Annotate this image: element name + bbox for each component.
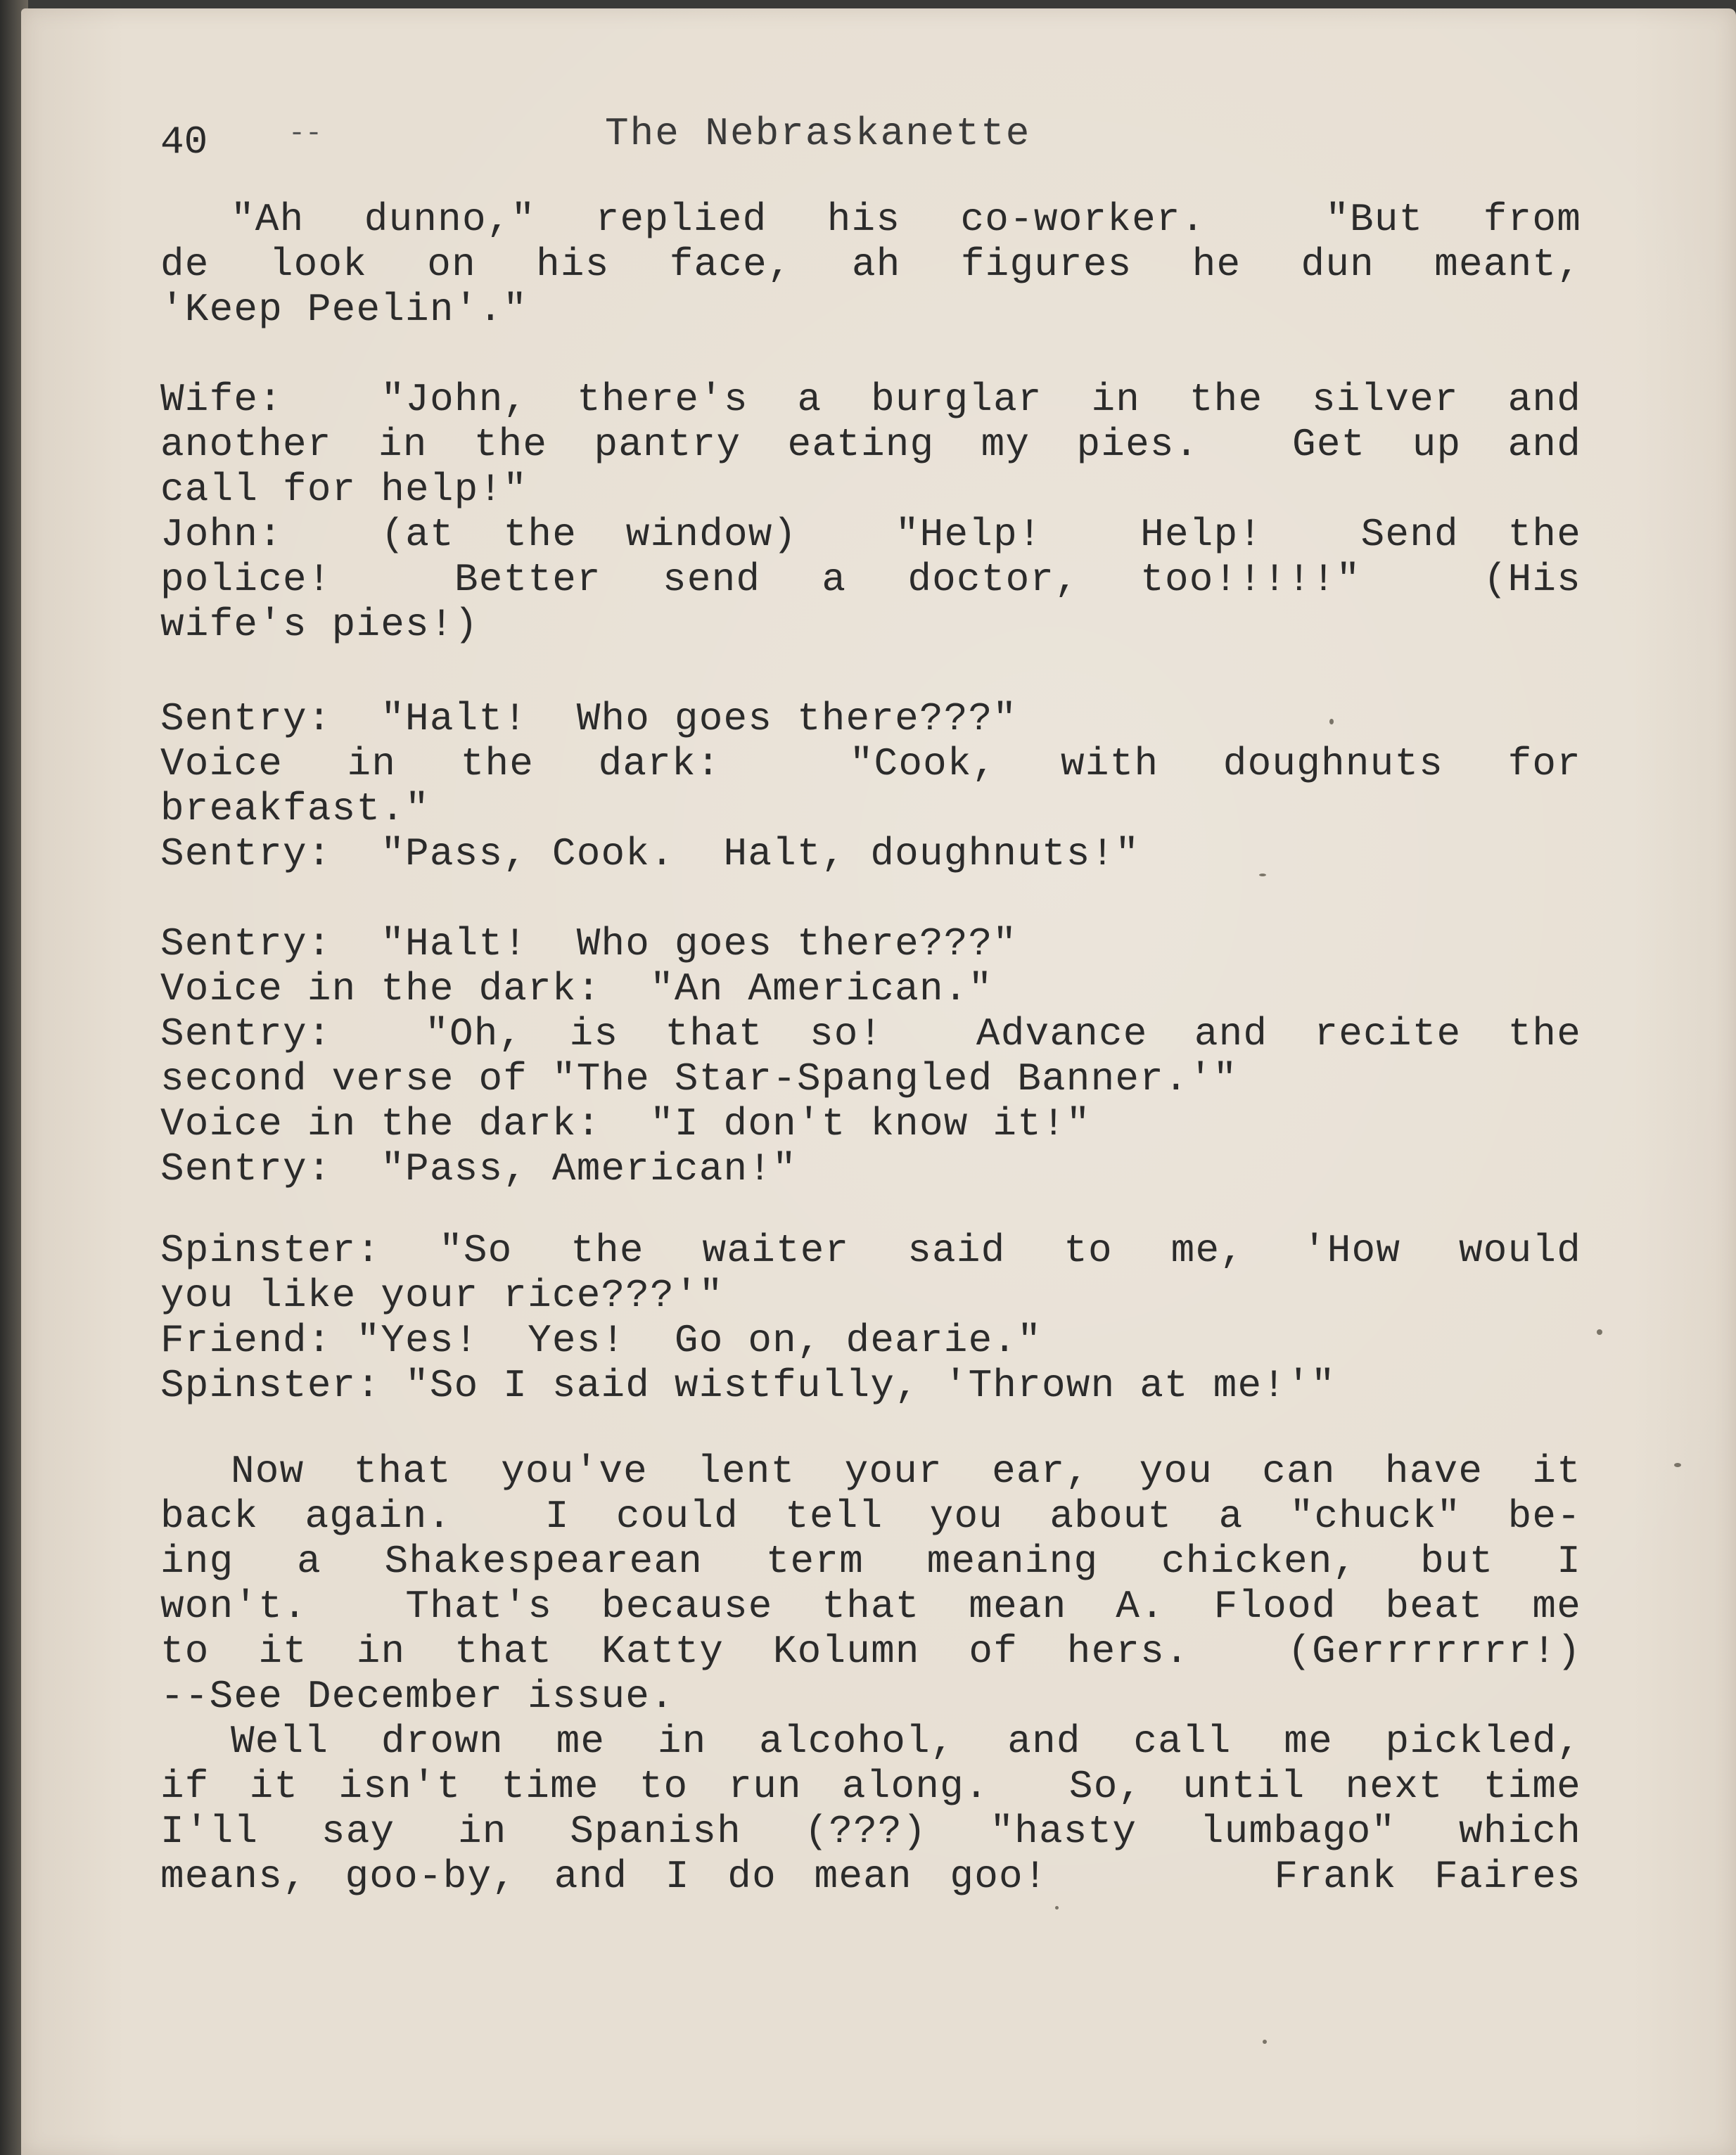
text-line-signature: means, goo-by, and I do mean goo! Frank Faires [160,1854,1581,1899]
text-line: Spinster: "So I said wistfully, 'Thrown at me!'" [160,1363,1336,1408]
text-line: police! Better send a doctor, too!!!!!" (His [160,557,1581,602]
paragraph-ah-dunno [160,197,1581,332]
text-line: Well drown me in alcohol, and call me pickled, [231,1719,1581,1764]
joke-sentry-doughnuts [160,696,1581,876]
text-line: Voice in the dark: "I don't know it!" [160,1101,1091,1146]
joke-sentry-american [160,921,1581,1191]
paper-speck [1329,719,1334,724]
joke-burglar [160,377,1581,647]
text-line: ing a Shakespearean term meaning chicken, but I [160,1539,1581,1584]
header-dash: -- [288,118,323,150]
text-line: another in the pantry eating my pies. Get up and [160,422,1581,467]
text-line: you like your rice???'" [160,1273,724,1318]
paper-speck [1597,1329,1602,1335]
text-line: Sentry: "Oh, is that so! Advance and recite the [160,1011,1581,1056]
text-line: Spinster: "So the waiter said to me, 'How would [160,1228,1581,1273]
text-line: to it in that Katty Kolumn of hers. (Gerrrrrrr!) [160,1629,1581,1674]
paper-speck [1259,874,1266,876]
text-line: second verse of "The Star-Spangled Banner.'" [160,1056,1238,1101]
text-line: Friend: "Yes! Yes! Go on, dearie." [160,1318,1042,1363]
text-line: "Ah dunno," replied his co-worker. "But from [231,197,1581,242]
text-line: wife's pies!) [160,602,479,647]
running-title: The Nebraskanette [605,111,1031,156]
text-line: Sentry: "Pass, Cook. Halt, doughnuts!" [160,831,1140,876]
text-line: Wife: "John, there's a burglar in the silver and [160,377,1581,422]
text-line: Sentry: "Pass, American!" [160,1146,797,1191]
page-number: 40 [160,120,208,165]
text-line: call for help!" [160,467,528,512]
paper-speck [1055,1906,1059,1910]
paragraph-closing-remarks [160,1449,1581,1719]
paper-speck [1674,1463,1681,1467]
text-line: de look on his face, ah figures he dun meant, [160,242,1581,287]
text-line: Sentry: "Halt! Who goes there???" [160,696,1018,741]
text-line: Voice in the dark: "An American." [160,966,993,1011]
text-line: Voice in the dark: "Cook, with doughnuts for [160,741,1581,786]
text-line: won't. That's because that mean A. Flood beat me [160,1584,1581,1629]
text-line: --See December issue. [160,1674,675,1719]
text-line: back again. I could tell you about a "chuck" be- [160,1494,1581,1539]
text-line: breakfast." [160,786,430,831]
text-line: 'Keep Peelin'." [160,287,528,332]
text-line: Sentry: "Halt! Who goes there???" [160,921,1018,966]
paper-speck [1263,2040,1267,2044]
joke-spinster [160,1228,1581,1408]
text-line: John: (at the window) "Help! Help! Send the [160,512,1581,557]
text-line: I'll say in Spanish (???) "hasty lumbago" which [160,1809,1581,1854]
paragraph-sign-off [160,1719,1581,1899]
text-line: Now that you've lent your ear, you can have it [231,1449,1581,1494]
text-line: if it isn't time to run along. So, until next time [160,1764,1581,1809]
